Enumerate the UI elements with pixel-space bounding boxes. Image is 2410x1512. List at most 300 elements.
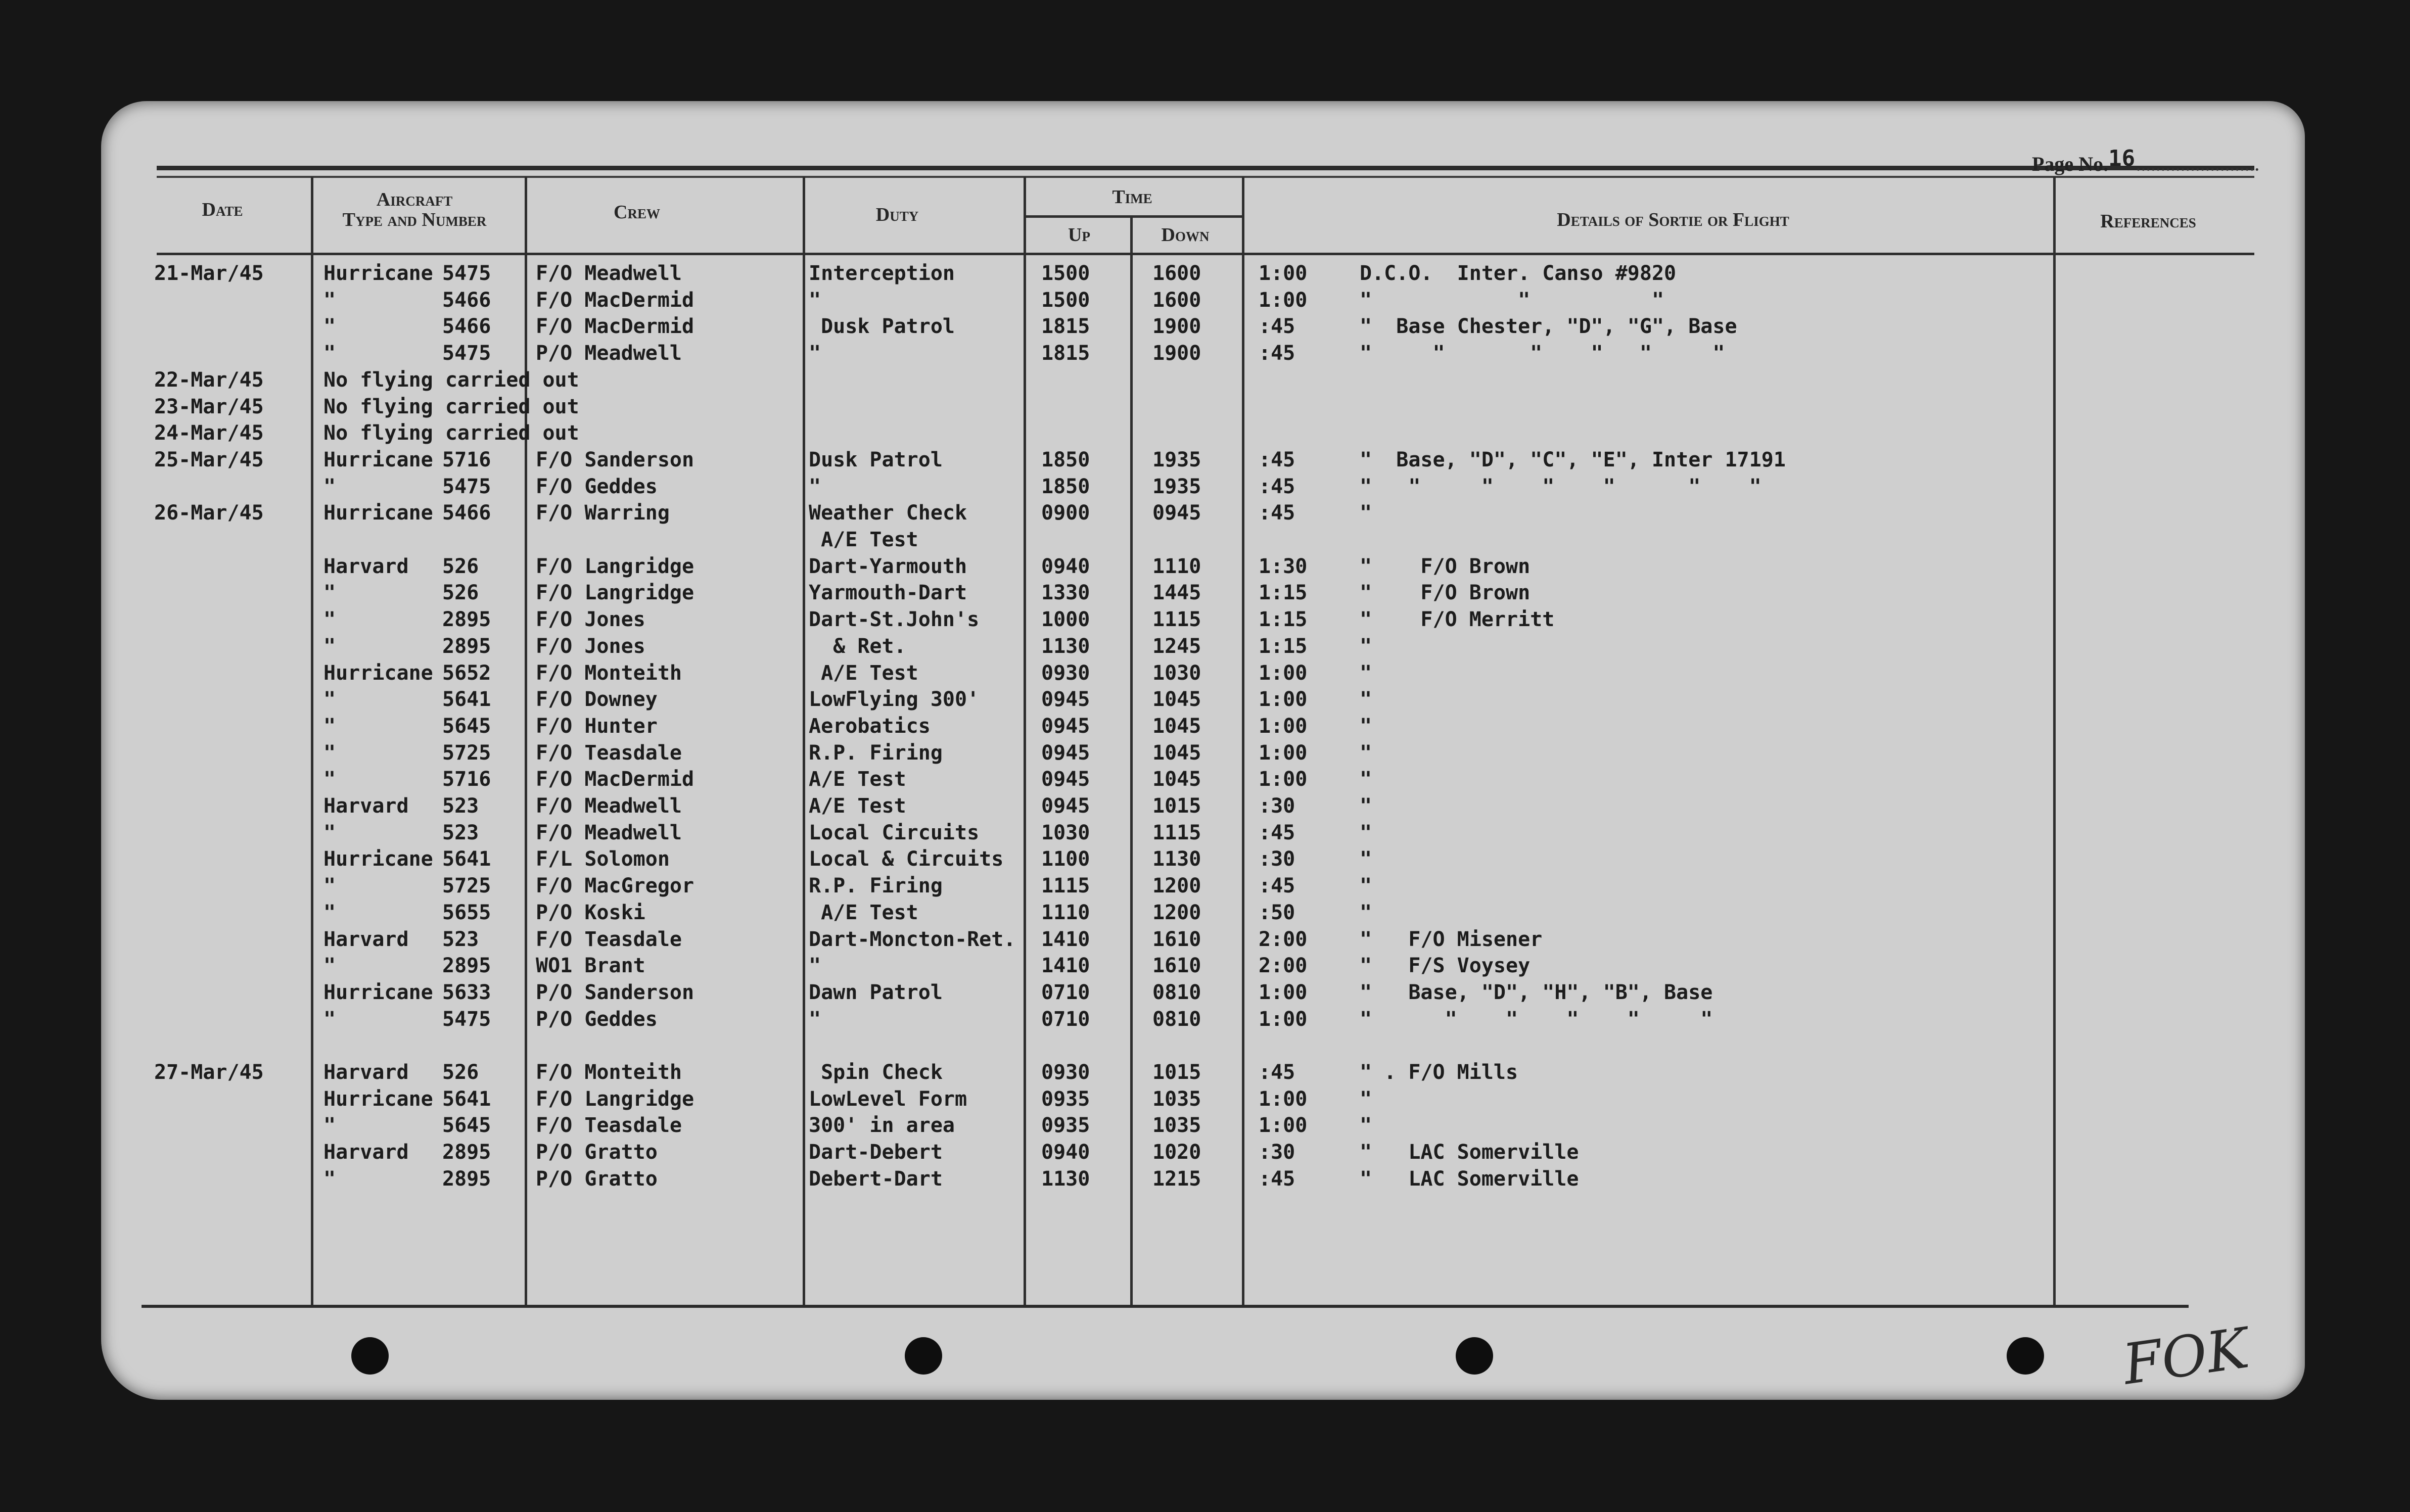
footer-rule [142, 1305, 2189, 1308]
cell-duty: Dart-St.John's [809, 608, 980, 632]
table-row [101, 846, 2305, 872]
page-number-value: 16 [2108, 146, 2136, 171]
cell-duty: Dart-Moncton-Ret. [809, 927, 1016, 951]
cell-duration: 2:00 [1259, 927, 1308, 951]
table-row [101, 553, 2305, 580]
cell-details: " LAC Somerville [1360, 1141, 1579, 1164]
cell-time-down: 1215 [1152, 1167, 1201, 1191]
table-row [101, 926, 2305, 953]
cell-time-up: 1130 [1041, 1167, 1090, 1191]
cell-aircraft-number: 5475 [442, 1007, 491, 1031]
cell-aircraft-number: 5466 [442, 315, 491, 339]
cell-duty: " [809, 288, 821, 312]
cell-crew: P/O Gratto [536, 1167, 658, 1191]
cell-duration: 1:00 [1259, 688, 1308, 712]
cell-date: 21-Mar/45 [154, 262, 264, 285]
table-row [101, 394, 2305, 420]
cell-aircraft-number: 2895 [442, 1141, 491, 1164]
cell-details: " [1360, 768, 1372, 791]
table-row [101, 474, 2305, 500]
cell-crew: WO1 Brant [536, 954, 645, 978]
header-rule-top [157, 166, 2254, 170]
cell-aircraft-type: " [323, 714, 336, 738]
header-rule-bottom [157, 176, 2254, 178]
cell-time-down: 1115 [1152, 821, 1201, 844]
cell-crew: F/O Meadwell [536, 794, 682, 818]
page-number-dots [2137, 168, 2258, 171]
cell-aircraft-type: " [323, 768, 336, 791]
cell-date: 23-Mar/45 [154, 395, 264, 418]
cell-aircraft-number: 2895 [442, 1167, 491, 1191]
cell-details: " F/O Merritt [1360, 608, 1555, 632]
cell-aircraft-type: Hurricane [323, 448, 433, 471]
cell-time-down: 1445 [1152, 581, 1201, 605]
cell-time-down: 1115 [1152, 608, 1201, 632]
cell-crew: P/O Koski [536, 901, 645, 924]
cell-crew: F/O MacGregor [536, 874, 694, 898]
cell-details: " [1360, 501, 1372, 525]
table-row [101, 420, 2305, 446]
cell-aircraft-type: " [323, 581, 336, 605]
table-row [101, 287, 2305, 313]
cell-time-up: 1500 [1041, 288, 1090, 312]
table-row [101, 740, 2305, 766]
cell-aircraft-type: No flying carried out [323, 368, 579, 392]
table-row [101, 660, 2305, 686]
cell-crew: F/O Langridge [536, 1087, 694, 1111]
cell-time-down: 1015 [1152, 794, 1201, 818]
cell-time-up: 0900 [1041, 501, 1090, 525]
cell-duty: Yarmouth-Dart [809, 581, 967, 605]
cell-details: " Base, "D", "H", "B", Base [1360, 980, 1713, 1004]
table-row [101, 1006, 2305, 1032]
col-header-aircraft [313, 190, 516, 230]
cell-time-down: 1130 [1152, 847, 1201, 871]
cell-crew: F/O Langridge [536, 554, 694, 578]
cell-aircraft-number: 5716 [442, 448, 491, 471]
cell-date: 24-Mar/45 [154, 421, 264, 445]
cell-details: " LAC Somerville [1360, 1167, 1579, 1191]
cell-time-down: 1110 [1152, 554, 1201, 578]
cell-time-up: 1130 [1041, 634, 1090, 658]
col-header-details: Details of Sortie or Flight [1557, 209, 1789, 230]
cell-aircraft-number: 523 [442, 794, 479, 818]
cell-aircraft-number: 2895 [442, 608, 491, 632]
cell-crew: F/O Meadwell [536, 262, 682, 285]
cell-duration: :45 [1259, 1061, 1295, 1084]
cell-date: 25-Mar/45 [154, 448, 264, 471]
cell-time-up: 1115 [1041, 874, 1090, 898]
cell-date: 26-Mar/45 [154, 501, 264, 525]
cell-crew: F/O Sanderson [536, 448, 694, 471]
cell-aircraft-number: 5633 [442, 980, 491, 1004]
cell-aircraft-number: 5466 [442, 501, 491, 525]
cell-aircraft-type: " [323, 315, 336, 339]
cell-duration: 1:00 [1259, 1114, 1308, 1138]
cell-duration: 2:00 [1259, 954, 1308, 978]
cell-time-down: 1245 [1152, 634, 1201, 658]
cell-time-down: 1035 [1152, 1114, 1201, 1138]
col-header-time-up: Up [1068, 224, 1090, 246]
cell-details: " F/O Brown [1360, 581, 1531, 605]
cell-crew: F/O MacDermid [536, 315, 694, 339]
cell-duration: 1:00 [1259, 980, 1308, 1004]
cell-aircraft-type: Hurricane [323, 1087, 433, 1111]
cell-aircraft-type: Harvard [323, 794, 409, 818]
cell-aircraft-number: 526 [442, 581, 479, 605]
cell-duty: A/E Test [809, 661, 918, 685]
cell-duty: LowFlying 300' [809, 688, 980, 712]
cell-aircraft-type: Harvard [323, 1061, 409, 1084]
table-row [101, 1086, 2305, 1112]
signature-initials: FOK [2119, 1315, 2253, 1397]
cell-details: " [1360, 1087, 1372, 1111]
table-row [101, 1139, 2305, 1165]
cell-aircraft-number: 5645 [442, 714, 491, 738]
cell-aircraft-type: Hurricane [323, 980, 433, 1004]
cell-aircraft-number: 5475 [442, 342, 491, 365]
cell-time-down: 1045 [1152, 741, 1201, 765]
cell-time-down: 1045 [1152, 688, 1201, 712]
cell-details: " [1360, 794, 1372, 818]
cell-aircraft-type: " [323, 475, 336, 498]
cell-time-up: 0940 [1041, 554, 1090, 578]
cell-duration: 1:30 [1259, 554, 1308, 578]
cell-time-down: 1035 [1152, 1087, 1201, 1111]
cell-details: " [1360, 634, 1372, 658]
cell-time-down: 1020 [1152, 1141, 1201, 1164]
cell-crew: P/O Sanderson [536, 980, 694, 1004]
cell-duration: :45 [1259, 475, 1295, 498]
punch-hole-1 [351, 1337, 389, 1375]
cell-duty: " [809, 1007, 821, 1031]
table-row [101, 686, 2305, 713]
cell-time-up: 0710 [1041, 1007, 1090, 1031]
cell-aircraft-number: 5641 [442, 688, 491, 712]
cell-date: 27-Mar/45 [154, 1061, 264, 1084]
cell-time-up: 0930 [1041, 1061, 1090, 1084]
cell-details: " " " " " " [1360, 342, 1725, 365]
col-header-duty: Duty [875, 204, 919, 225]
cell-duration: :30 [1259, 847, 1295, 871]
cell-details: " " " " " " [1360, 1007, 1713, 1031]
cell-aircraft-type: Harvard [323, 927, 409, 951]
cell-crew: F/O Warring [536, 501, 670, 525]
log-sheet [101, 101, 2305, 1400]
cell-details: " [1360, 821, 1372, 844]
cell-duty: Interception [809, 262, 955, 285]
cell-time-up: 1410 [1041, 927, 1090, 951]
table-row [101, 766, 2305, 792]
cell-time-down: 0810 [1152, 980, 1201, 1004]
table-row [101, 713, 2305, 739]
cell-crew: F/O MacDermid [536, 768, 694, 791]
cell-duty: Aerobatics [809, 714, 931, 738]
cell-aircraft-number: 5716 [442, 768, 491, 791]
cell-aircraft-number: 5645 [442, 1114, 491, 1138]
cell-aircraft-type: " [323, 821, 336, 844]
cell-duration: 1:15 [1259, 634, 1308, 658]
cell-time-down: 1600 [1152, 288, 1201, 312]
cell-duration: 1:15 [1259, 581, 1308, 605]
cell-aircraft-number: 5641 [442, 1087, 491, 1111]
page-number-label: Page No. [2032, 153, 2109, 175]
cell-time-down: 1030 [1152, 661, 1201, 685]
cell-details: " [1360, 714, 1372, 738]
cell-time-down: 1900 [1152, 315, 1201, 339]
cell-details: " [1360, 847, 1372, 871]
cell-aircraft-type: " [323, 1007, 336, 1031]
cell-time-up: 1000 [1041, 608, 1090, 632]
cell-duration: :45 [1259, 342, 1295, 365]
table-row [101, 260, 2305, 287]
cell-date: 22-Mar/45 [154, 368, 264, 392]
cell-duty: Dawn Patrol [809, 980, 943, 1004]
punch-hole-4 [2007, 1337, 2044, 1375]
cell-duty: Dusk Patrol [809, 315, 955, 339]
cell-duration: :50 [1259, 901, 1295, 924]
cell-crew: F/O Jones [536, 634, 645, 658]
cell-time-up: 0945 [1041, 688, 1090, 712]
cell-aircraft-number: 2895 [442, 954, 491, 978]
cell-duty: Weather Check [809, 501, 967, 525]
cell-details: D.C.O. Inter. Canso #9820 [1360, 262, 1677, 285]
cell-crew: F/O Hunter [536, 714, 658, 738]
cell-duration: 1:00 [1259, 288, 1308, 312]
cell-duration: :45 [1259, 821, 1295, 844]
table-row [101, 367, 2305, 393]
cell-crew: F/O Teasdale [536, 1114, 682, 1138]
cell-aircraft-type: " [323, 1167, 336, 1191]
table-row [101, 953, 2305, 979]
cell-crew: F/O Monteith [536, 661, 682, 685]
cell-aircraft-type: " [323, 688, 336, 712]
table-row [101, 1166, 2305, 1192]
cell-duty: Dart-Debert [809, 1141, 943, 1164]
page-number [2032, 146, 2258, 176]
cell-time-up: 1850 [1041, 475, 1090, 498]
cell-crew: F/L Solomon [536, 847, 670, 871]
cell-aircraft-number: 5475 [442, 475, 491, 498]
cell-crew: P/O Meadwell [536, 342, 682, 365]
cell-time-down: 1045 [1152, 768, 1201, 791]
cell-details: " [1360, 688, 1372, 712]
cell-aircraft-number: 526 [442, 1061, 479, 1084]
col-header-references: References [2100, 211, 2196, 232]
cell-duty: Dart-Yarmouth [809, 554, 967, 578]
cell-aircraft-type: " [323, 608, 336, 632]
cell-aircraft-number: 2895 [442, 634, 491, 658]
cell-details: " [1360, 901, 1372, 924]
cell-time-up: 1410 [1041, 954, 1090, 978]
cell-time-up: 0935 [1041, 1087, 1090, 1111]
cell-aircraft-type: " [323, 634, 336, 658]
cell-time-down: 0945 [1152, 501, 1201, 525]
cell-duty: A/E Test [809, 794, 906, 818]
cell-aircraft-number: 526 [442, 554, 479, 578]
cell-duty: A/E Test [809, 768, 906, 791]
cell-aircraft-number: 523 [442, 927, 479, 951]
cell-duration: 1:00 [1259, 661, 1308, 685]
table-row [101, 900, 2305, 926]
cell-time-up: 1815 [1041, 315, 1090, 339]
cell-crew: P/O Gratto [536, 1141, 658, 1164]
cell-aircraft-number: 5725 [442, 741, 491, 765]
cell-time-down: 1610 [1152, 927, 1201, 951]
cell-aircraft-type: Hurricane [323, 661, 433, 685]
cell-time-up: 0710 [1041, 980, 1090, 1004]
cell-duty: & Ret. [809, 634, 906, 658]
cell-crew: P/O Geddes [536, 1007, 658, 1031]
cell-duty: R.P. Firing [809, 874, 943, 898]
cell-aircraft-number: 5641 [442, 847, 491, 871]
cell-crew: F/O Jones [536, 608, 645, 632]
cell-crew: F/O Downey [536, 688, 658, 712]
cell-duty: A/E Test [809, 528, 918, 551]
punch-hole-3 [1456, 1337, 1493, 1375]
cell-details: " [1360, 661, 1372, 685]
cell-details: " " " " " " " [1360, 475, 1762, 498]
cell-aircraft-number: 5466 [442, 288, 491, 312]
table-row [101, 1032, 2305, 1059]
cell-duty: Spin Check [809, 1061, 943, 1084]
cell-aircraft-type: Hurricane [323, 262, 433, 285]
col-header-date: Date [202, 199, 243, 220]
header-bottom-rule [157, 253, 2254, 255]
cell-crew: F/O Monteith [536, 1061, 682, 1084]
cell-time-up: 0935 [1041, 1114, 1090, 1138]
cell-crew: F/O Geddes [536, 475, 658, 498]
cell-time-down: 1045 [1152, 714, 1201, 738]
table-row [101, 313, 2305, 340]
cell-details: " [1360, 874, 1372, 898]
cell-duration: 1:00 [1259, 262, 1308, 285]
cell-duration: :30 [1259, 794, 1295, 818]
cell-aircraft-type: Harvard [323, 554, 409, 578]
cell-aircraft-type: Hurricane [323, 847, 433, 871]
cell-details: " " " [1360, 288, 1664, 312]
cell-time-up: 1815 [1041, 342, 1090, 365]
cell-time-up: 0945 [1041, 741, 1090, 765]
cell-duration: 1:00 [1259, 1007, 1308, 1031]
cell-time-up: 0945 [1041, 714, 1090, 738]
cell-time-up: 0945 [1041, 794, 1090, 818]
cell-time-up: 1850 [1041, 448, 1090, 471]
cell-aircraft-type: No flying carried out [323, 395, 579, 418]
cell-duty: Dusk Patrol [809, 448, 943, 471]
cell-details: " F/S Voysey [1360, 954, 1531, 978]
cell-aircraft-type: " [323, 901, 336, 924]
cell-time-down: 1900 [1152, 342, 1201, 365]
cell-crew: F/O Meadwell [536, 821, 682, 844]
cell-duration: :45 [1259, 874, 1295, 898]
table-row [101, 979, 2305, 1006]
cell-aircraft-number: 523 [442, 821, 479, 844]
cell-duty: LowLevel Form [809, 1087, 967, 1111]
cell-duration: 1:15 [1259, 608, 1308, 632]
cell-time-down: 1200 [1152, 901, 1201, 924]
cell-time-up: 1030 [1041, 821, 1090, 844]
cell-aircraft-type: " [323, 741, 336, 765]
cell-aircraft-number: 5655 [442, 901, 491, 924]
cell-duration: :45 [1259, 448, 1295, 471]
table-row [101, 820, 2305, 846]
cell-aircraft-type: Harvard [323, 1141, 409, 1164]
cell-aircraft-type: " [323, 954, 336, 978]
cell-duration: 1:00 [1259, 1087, 1308, 1111]
table-row [101, 606, 2305, 633]
cell-time-down: 1610 [1152, 954, 1201, 978]
cell-time-down: 1600 [1152, 262, 1201, 285]
cell-aircraft-type: No flying carried out [323, 421, 579, 445]
cell-duty: " [809, 342, 821, 365]
cell-duration: :45 [1259, 1167, 1295, 1191]
cell-time-down: 1015 [1152, 1061, 1201, 1084]
cell-aircraft-type: " [323, 288, 336, 312]
cell-time-down: 1935 [1152, 448, 1201, 471]
cell-aircraft-type: " [323, 874, 336, 898]
cell-crew: F/O Teasdale [536, 927, 682, 951]
cell-time-up: 0945 [1041, 768, 1090, 791]
table-row [101, 580, 2305, 606]
cell-aircraft-number: 5725 [442, 874, 491, 898]
cell-time-down: 1200 [1152, 874, 1201, 898]
cell-details: " F/O Brown [1360, 554, 1531, 578]
table-row [101, 1059, 2305, 1085]
cell-details: " [1360, 1114, 1372, 1138]
cell-time-up: 0940 [1041, 1141, 1090, 1164]
cell-details: " . F/O Mills [1360, 1061, 1518, 1084]
cell-duty: Debert-Dart [809, 1167, 943, 1191]
table-row [101, 447, 2305, 473]
cell-details: " [1360, 741, 1372, 765]
table-row [101, 340, 2305, 366]
cell-duration: 1:00 [1259, 768, 1308, 791]
cell-duty: R.P. Firing [809, 741, 943, 765]
cell-details: " F/O Misener [1360, 927, 1543, 951]
cell-duration: :45 [1259, 501, 1295, 525]
table-row [101, 527, 2305, 553]
col-header-time-down: Down [1161, 224, 1210, 246]
col-header-aircraft-line2: Type and Number [342, 209, 487, 230]
cell-duration: :45 [1259, 315, 1295, 339]
table-row [101, 633, 2305, 659]
cell-aircraft-number: 5475 [442, 262, 491, 285]
col-header-crew: Crew [614, 202, 660, 223]
cell-duration: :30 [1259, 1141, 1295, 1164]
cell-aircraft-type: " [323, 342, 336, 365]
cell-duration: 1:00 [1259, 714, 1308, 738]
cell-time-up: 0930 [1041, 661, 1090, 685]
col-header-time: Time [1112, 186, 1152, 208]
cell-time-up: 1330 [1041, 581, 1090, 605]
cell-details: " Base Chester, "D", "G", Base [1360, 315, 1737, 339]
table-row [101, 873, 2305, 899]
cell-time-down: 1935 [1152, 475, 1201, 498]
punch-hole-2 [905, 1337, 942, 1375]
cell-crew: F/O MacDermid [536, 288, 694, 312]
cell-duty: A/E Test [809, 901, 918, 924]
cell-duty: " [809, 475, 821, 498]
time-subheader-rule [1026, 215, 1243, 218]
cell-time-up: 1100 [1041, 847, 1090, 871]
table-row [101, 500, 2305, 526]
table-row [101, 1112, 2305, 1139]
cell-duty: Local & Circuits [809, 847, 1004, 871]
cell-crew: F/O Langridge [536, 581, 694, 605]
table-row [101, 793, 2305, 819]
cell-duty: " [809, 954, 821, 978]
